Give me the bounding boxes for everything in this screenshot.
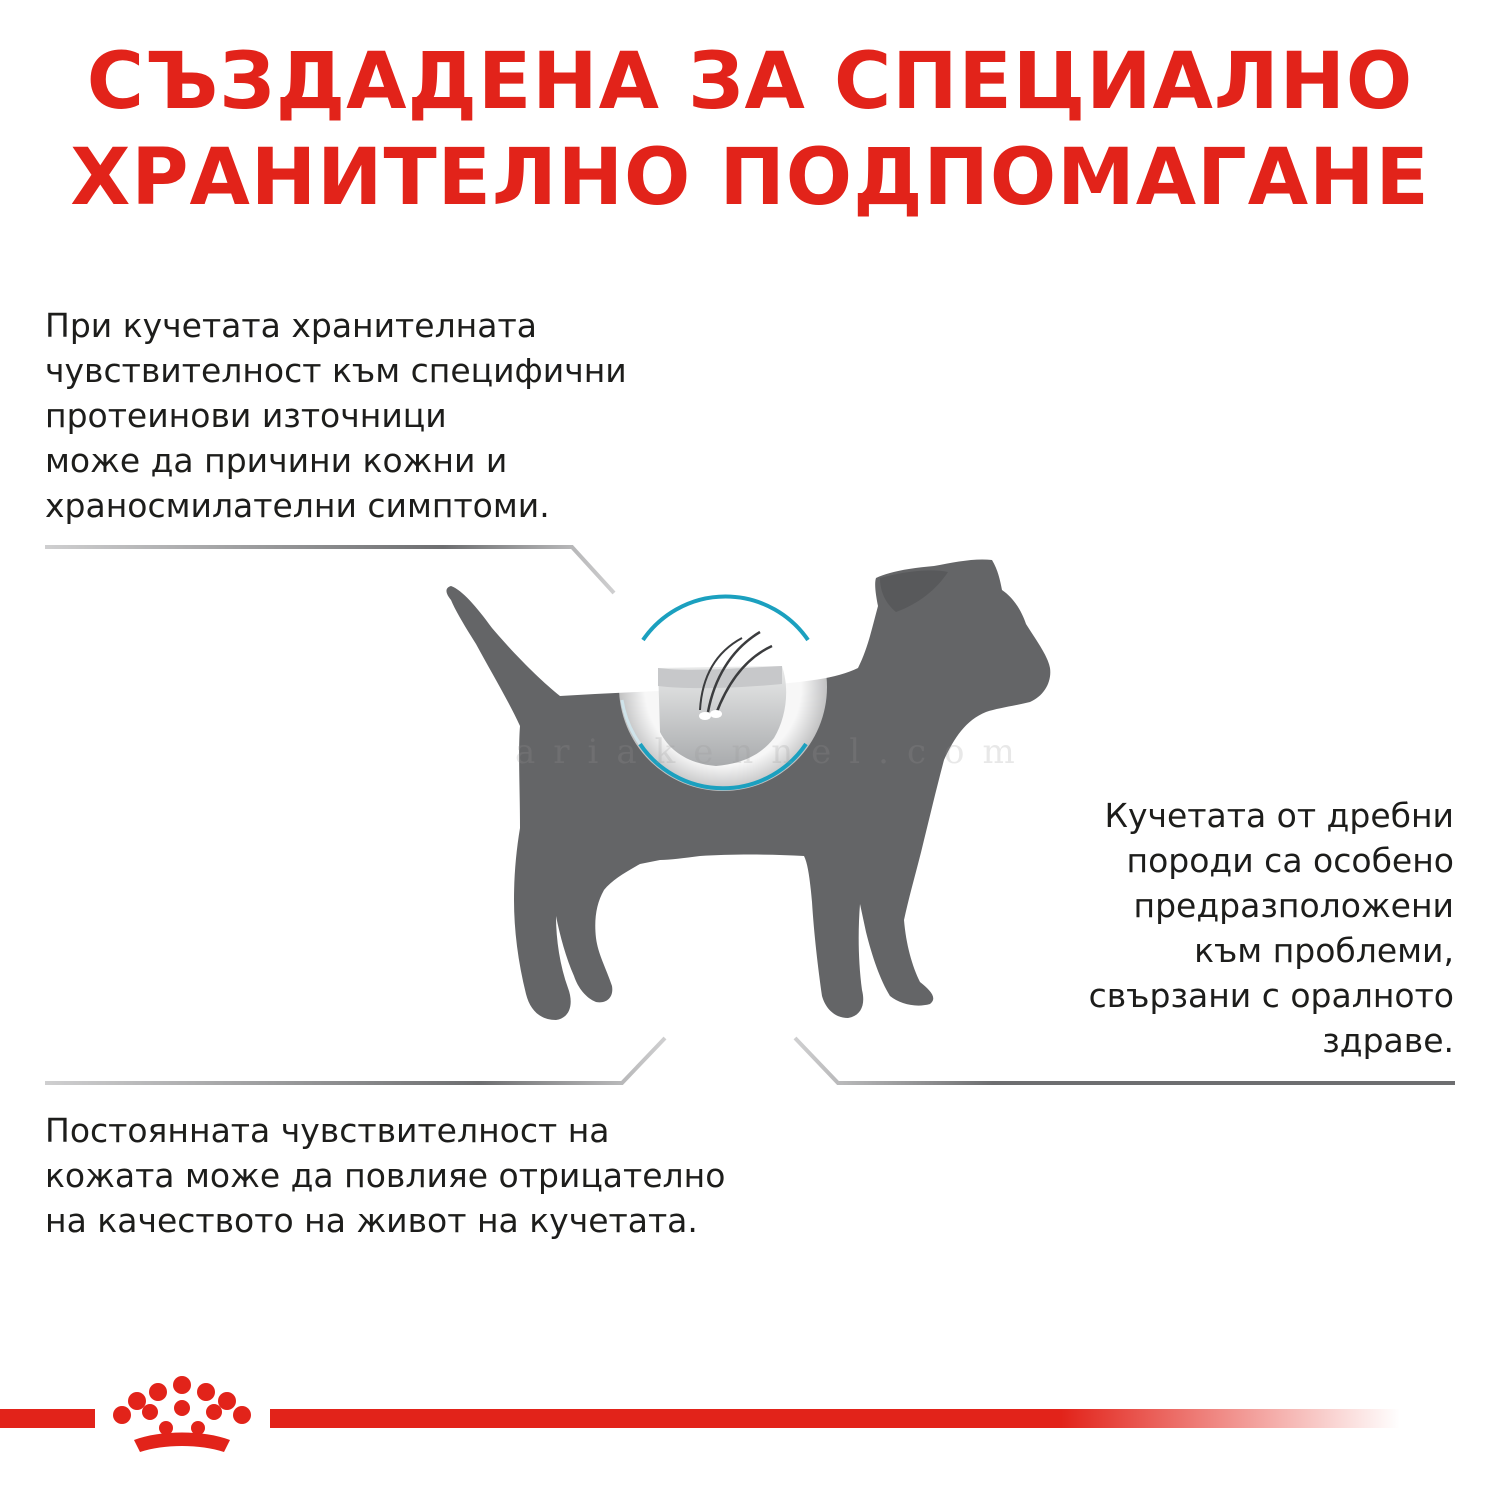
callout-line-bottom-right xyxy=(795,1038,1455,1083)
callout-line: здраве. xyxy=(1322,1021,1454,1060)
title-line-2: ХРАНИТЕЛНО ПОДПОМАГАНЕ xyxy=(70,133,1430,223)
callout-line-top-left xyxy=(45,547,614,593)
callout-line: породи са особено xyxy=(1126,841,1454,880)
brand-bar-right xyxy=(270,1409,1400,1428)
callout-line: може да причини кожни и xyxy=(45,441,508,480)
callout-line: протеинови източници xyxy=(45,396,447,435)
callout-line-bottom-left xyxy=(45,1038,665,1083)
watermark: ariakennel.com xyxy=(515,732,1033,772)
callout-line: Постоянната чувствителност на xyxy=(45,1111,610,1150)
brand-bar-left xyxy=(0,1409,95,1428)
callout-line: При кучетата хранителната xyxy=(45,306,537,345)
callout-line: храносмилателни симптоми. xyxy=(45,486,550,525)
callout-line: Кучетата от дребни xyxy=(1104,796,1454,835)
callout-line: кожата може да повлияе отрицателно xyxy=(45,1156,726,1195)
callout-line: към проблеми, xyxy=(1194,931,1454,970)
callout-line: предразположени xyxy=(1133,886,1454,925)
callout-line: свързани с оралното xyxy=(1088,976,1454,1015)
callout-line: на качеството на живот на кучетата. xyxy=(45,1201,698,1240)
royal-crown-logo xyxy=(113,1376,251,1452)
callout-line: чувствителност към специфични xyxy=(45,351,627,390)
title-line-1: СЪЗДАДЕНА ЗА СПЕЦИАЛНО xyxy=(86,37,1414,127)
